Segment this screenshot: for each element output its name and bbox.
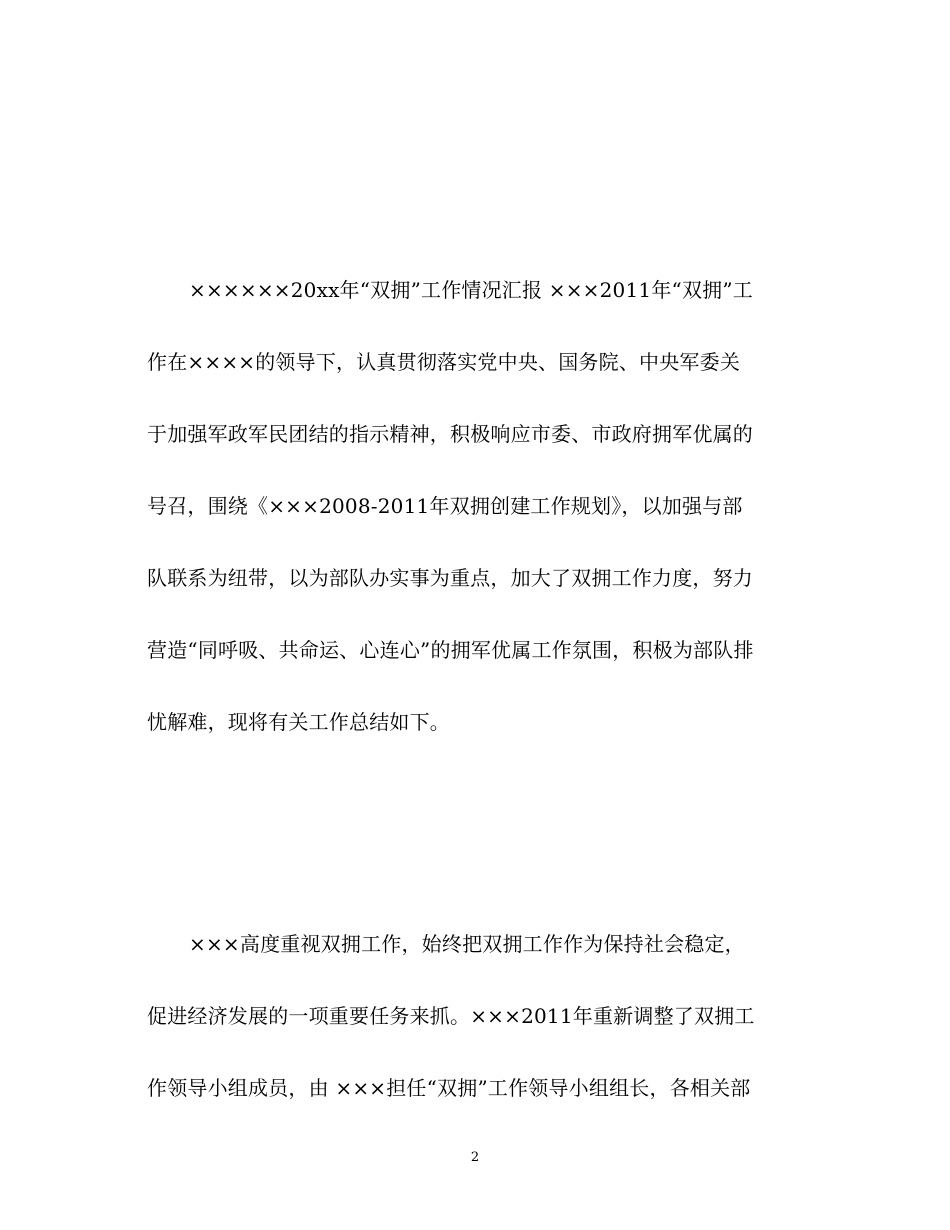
- paragraph-2-line-2: 促进经济发展的一项重要任务来抓。×××2011年重新调整了双拥工: [147, 1004, 755, 1028]
- paragraph-1-line-6: 营造“同呼吸、共命运、心连心”的拥军优属工作氛围，积极为部队排: [147, 638, 754, 662]
- paragraph-1-line-1: ××××××20xx年“双拥”工作情况汇报 ×××2011年“双拥”工: [189, 278, 753, 302]
- paragraph-2-line-3: 作领导小组成员，由 ×××担任“双拥”工作领导小组组长，各相关部: [147, 1076, 751, 1100]
- page-number: 2: [470, 1150, 480, 1165]
- paragraph-1-line-2: 作在××××的领导下，认真贯彻落实党中央、国务院、中央军委关: [147, 350, 741, 374]
- paragraph-2-line-1: ×××高度重视双拥工作，始终把双拥工作作为保持社会稳定，: [189, 932, 745, 956]
- paragraph-1-line-3: 于加强军政军民团结的指示精神，积极响应市委、市政府拥军优属的: [147, 422, 753, 446]
- paragraph-1-line-4: 号召，围绕《×××2008-2011年双拥创建工作规划》，以加强与部: [147, 494, 743, 518]
- paragraph-1-line-5: 队联系为纽带，以为部队办实事为重点，加大了双拥工作力度，努力: [147, 566, 753, 590]
- paragraph-1-line-7: 忧解难，现将有关工作总结如下。: [147, 710, 450, 734]
